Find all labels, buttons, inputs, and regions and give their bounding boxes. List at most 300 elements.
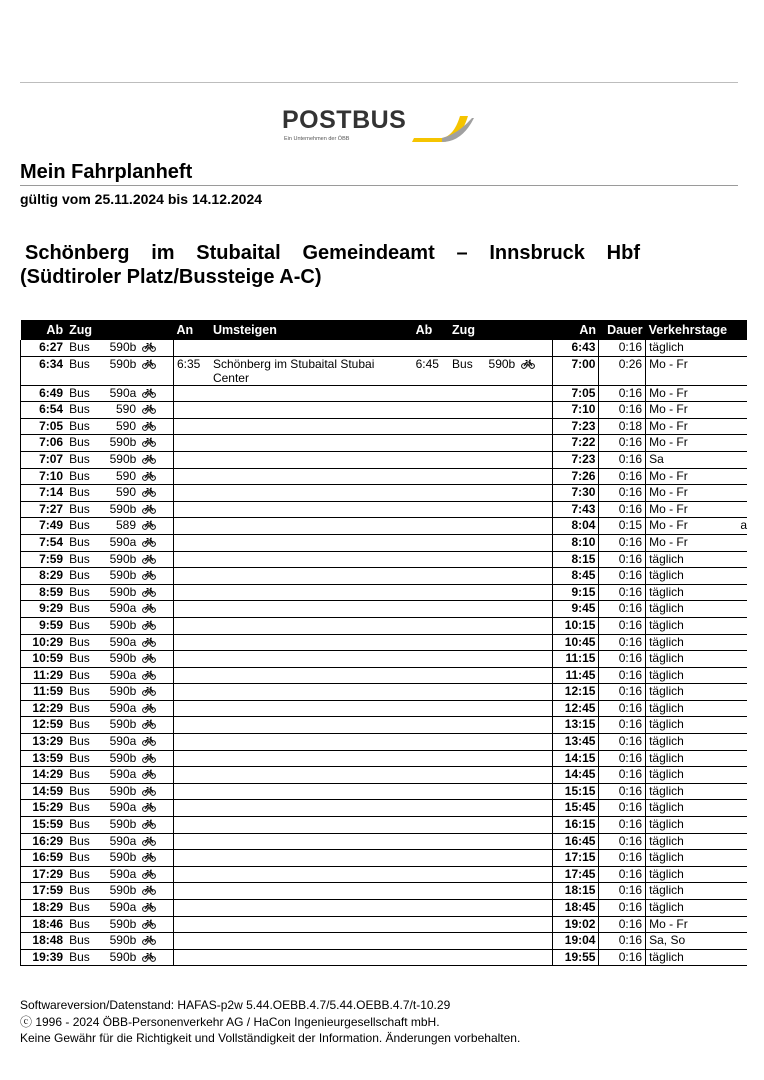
line-number: 590b — [109, 356, 137, 371]
timetable-row — [21, 750, 748, 767]
line-number: 590a — [109, 385, 137, 400]
transfer-line-number — [486, 402, 518, 419]
transfer-line-number — [486, 717, 518, 734]
operating-days — [646, 883, 747, 900]
transfer-departure — [413, 468, 449, 485]
transfer-line-number — [486, 584, 518, 601]
bicycle-icon — [139, 418, 173, 435]
transfer-arrival — [173, 568, 209, 585]
bicycle-icon — [139, 850, 173, 867]
transfer-bike-empty — [518, 883, 552, 900]
arrival-time: 7:23 — [552, 418, 599, 435]
departure-time: 13:59 — [21, 750, 67, 767]
transfer-stop — [210, 933, 413, 950]
transfer-line-number — [486, 817, 518, 834]
operating-days-label: täglich — [649, 883, 684, 898]
transfer-departure — [413, 717, 449, 734]
transfer-line-number — [486, 518, 518, 535]
departure-time: 7:27 — [21, 501, 67, 518]
timetable-row — [21, 418, 748, 435]
transfer-vehicle-type — [449, 601, 485, 618]
line-number: 590b — [109, 817, 137, 832]
operating-days — [646, 568, 747, 585]
transfer-bike-empty — [518, 435, 552, 452]
operating-days-label: täglich — [649, 900, 684, 914]
transfer-departure — [413, 700, 449, 717]
departure-time: 16:59 — [21, 850, 67, 867]
operating-days — [646, 933, 747, 950]
departure-time: 16:29 — [21, 833, 67, 850]
operating-days-label: täglich — [649, 601, 684, 616]
transfer-stop — [210, 568, 413, 585]
departure-time: 6:27 — [21, 340, 67, 356]
arrival-time: 17:15 — [552, 850, 599, 867]
bicycle-icon — [139, 866, 173, 883]
duration: 0:16 — [599, 883, 646, 900]
transfer-vehicle-type: Bus — [452, 356, 473, 371]
bicycle-icon — [139, 601, 173, 618]
operating-days-label: täglich — [649, 584, 684, 599]
transfer-arrival: 6:35 — [176, 356, 201, 371]
line-number: 590b — [109, 783, 137, 798]
vehicle-type: Bus — [69, 750, 90, 765]
vehicle-type: Bus — [69, 402, 90, 417]
operating-days-label: täglich — [649, 717, 684, 732]
transfer-stop — [210, 402, 413, 419]
duration: 0:16 — [599, 750, 646, 767]
transfer-stop — [210, 634, 413, 651]
arrival-time: 8:10 — [552, 534, 599, 551]
transfer-arrival — [173, 617, 209, 634]
transfer-departure — [413, 584, 449, 601]
transfer-stop — [210, 700, 413, 717]
transfer-stop — [210, 783, 413, 800]
operating-days — [646, 468, 747, 485]
duration: 0:16 — [599, 435, 646, 452]
transfer-stop — [210, 418, 413, 435]
duration: 0:16 — [599, 584, 646, 601]
transfer-stop — [210, 617, 413, 634]
duration: 0:16 — [599, 651, 646, 668]
bicycle-icon — [139, 385, 173, 402]
departure-time: 11:29 — [21, 667, 67, 684]
duration: 0:16 — [599, 385, 646, 402]
operating-days-label: täglich — [649, 783, 684, 798]
duration: 0:16 — [599, 501, 646, 518]
departure-time: 18:48 — [21, 933, 67, 950]
transfer-vehicle-type — [449, 551, 485, 568]
line-number: 590b — [109, 651, 137, 666]
transfer-bike-empty — [518, 634, 552, 651]
transfer-line-number — [486, 916, 518, 933]
bicycle-icon — [139, 800, 173, 817]
departure-time: 13:29 — [21, 734, 67, 751]
transfer-stop — [210, 501, 413, 518]
route-title — [20, 241, 640, 289]
departure-time: 9:29 — [21, 601, 67, 618]
transfer-stop — [210, 866, 413, 883]
timetable-row — [21, 817, 748, 834]
timetable-row — [21, 866, 748, 883]
transfer-stop — [210, 916, 413, 933]
transfer-arrival — [173, 933, 209, 950]
operating-days-label: Sa — [649, 451, 664, 466]
operating-days-label: Mo - Fr — [649, 402, 688, 417]
transfer-departure — [413, 916, 449, 933]
timetable-row — [21, 717, 748, 734]
line-number: 590a — [109, 734, 137, 749]
transfer-departure — [413, 734, 449, 751]
departure-time: 6:34 — [21, 356, 67, 385]
transfer-vehicle-type — [449, 717, 485, 734]
transfer-stop — [210, 485, 413, 502]
transfer-vehicle-type — [449, 485, 485, 502]
transfer-bike-empty — [518, 601, 552, 618]
transfer-bike-empty — [518, 340, 552, 356]
line-number: 590 — [116, 402, 137, 417]
transfer-line-number — [486, 900, 518, 917]
transfer-arrival — [173, 833, 209, 850]
vehicle-type: Bus — [69, 651, 90, 666]
transfer-line-number — [486, 617, 518, 634]
transfer-stop: Schönberg im Stubaital Stubai Center — [212, 356, 375, 385]
vehicle-type: Bus — [69, 734, 90, 749]
duration: 0:16 — [599, 340, 646, 356]
vehicle-type: Bus — [69, 568, 90, 583]
vehicle-type: Bus — [69, 501, 90, 516]
transfer-stop — [210, 850, 413, 867]
operating-days-label: Mo - Fr — [649, 385, 688, 400]
transfer-stop — [210, 833, 413, 850]
operating-days — [646, 750, 747, 767]
vehicle-type: Bus — [69, 601, 90, 616]
vehicle-type: Bus — [69, 485, 90, 500]
timetable-header — [21, 320, 748, 340]
timetable-row — [21, 783, 748, 800]
duration: 0:16 — [599, 617, 646, 634]
operating-days-label: täglich — [649, 651, 684, 666]
departure-time: 18:46 — [21, 916, 67, 933]
transfer-bike-empty — [518, 534, 552, 551]
duration: 0:26 — [599, 356, 646, 385]
transfer-bike-empty — [518, 817, 552, 834]
bicycle-icon — [139, 617, 173, 634]
arrival-time: 7:26 — [552, 468, 599, 485]
transfer-stop — [210, 900, 413, 917]
arrival-time: 17:45 — [552, 866, 599, 883]
operating-days — [646, 684, 747, 701]
timetable-row — [21, 800, 748, 817]
vehicle-type: Bus — [69, 534, 90, 549]
vehicle-type: Bus — [69, 850, 90, 865]
arrival-time: 7:10 — [552, 402, 599, 419]
departure-time: 7:05 — [21, 418, 67, 435]
transfer-departure — [413, 850, 449, 867]
operating-days — [646, 418, 747, 435]
transfer-departure — [413, 651, 449, 668]
transfer-bike-empty — [518, 933, 552, 950]
col-an-final: An — [552, 320, 599, 340]
brand-tagline: Ein Unternehmen der ÖBB — [284, 136, 350, 142]
route-line-2: (Südtiroler Platz/Bussteige A-C) — [20, 266, 322, 288]
timetable-row — [21, 833, 748, 850]
operating-days-label: Sa, So — [649, 933, 686, 948]
bicycle-icon — [139, 767, 173, 784]
transfer-line-number — [486, 568, 518, 585]
duration: 0:16 — [599, 850, 646, 867]
line-number: 590a — [109, 534, 137, 549]
transfer-line-number — [486, 750, 518, 767]
transfer-departure — [413, 601, 449, 618]
transfer-vehicle-type — [449, 933, 485, 950]
transfer-stop — [210, 800, 413, 817]
col-umsteigen: Umsteigen — [210, 320, 413, 340]
duration: 0:16 — [599, 700, 646, 717]
transfer-departure — [413, 534, 449, 551]
transfer-bike-empty — [518, 651, 552, 668]
transfer-arrival — [173, 717, 209, 734]
operating-days-label: täglich — [649, 667, 684, 682]
bicycle-icon — [139, 551, 173, 568]
arrival-time: 18:45 — [552, 900, 599, 917]
duration: 0:16 — [599, 568, 646, 585]
duration: 0:16 — [599, 949, 646, 966]
operating-days — [646, 667, 747, 684]
transfer-arrival — [173, 485, 209, 502]
transfer-bike-empty — [518, 717, 552, 734]
timetable-row — [21, 451, 748, 468]
timetable-row — [21, 916, 748, 933]
departure-time: 6:49 — [21, 385, 67, 402]
timetable-row — [21, 568, 748, 585]
transfer-bike-empty — [518, 551, 552, 568]
line-number: 590a — [109, 900, 137, 914]
line-number: 590a — [109, 866, 137, 881]
transfer-bike-empty — [518, 700, 552, 717]
vehicle-type: Bus — [69, 584, 90, 599]
arrival-time: 12:45 — [552, 700, 599, 717]
transfer-departure — [413, 800, 449, 817]
operating-days — [646, 734, 747, 751]
timetable-row — [21, 534, 748, 551]
transfer-vehicle-type — [449, 767, 485, 784]
arrival-time: 10:15 — [552, 617, 599, 634]
vehicle-type: Bus — [69, 900, 90, 914]
col-ab-transfer: Ab — [413, 320, 449, 340]
timetable-row — [21, 356, 748, 385]
operating-days — [646, 783, 747, 800]
transfer-stop — [210, 949, 413, 966]
line-number: 590a — [109, 700, 137, 715]
bicycle-icon — [139, 485, 173, 502]
transfer-arrival — [173, 501, 209, 518]
transfer-departure — [413, 501, 449, 518]
transfer-departure — [413, 684, 449, 701]
timetable-row — [21, 734, 748, 751]
transfer-departure — [413, 833, 449, 850]
departure-time: 7:07 — [21, 451, 67, 468]
departure-time: 8:29 — [21, 568, 67, 585]
transfer-bike-empty — [518, 451, 552, 468]
arrival-time: 15:45 — [552, 800, 599, 817]
footer — [20, 997, 520, 1047]
operating-days-label: täglich — [649, 340, 684, 354]
operating-days-label: täglich — [649, 568, 684, 583]
transfer-stop — [210, 717, 413, 734]
operating-days-label: täglich — [649, 833, 684, 848]
col-zug: Zug — [66, 320, 173, 340]
operating-days-label: Mo - Fr — [649, 916, 688, 931]
transfer-vehicle-type — [449, 418, 485, 435]
vehicle-type: Bus — [69, 518, 90, 533]
operating-days-label: täglich — [649, 866, 684, 881]
transfer-line-number — [486, 451, 518, 468]
timetable — [20, 320, 747, 966]
arrival-time: 7:22 — [552, 435, 599, 452]
line-number: 590b — [109, 883, 137, 898]
bicycle-icon — [139, 534, 173, 551]
operating-days-label: täglich — [649, 617, 684, 632]
transfer-vehicle-type — [449, 468, 485, 485]
transfer-bike-empty — [518, 866, 552, 883]
departure-time: 17:59 — [21, 883, 67, 900]
transfer-vehicle-type — [449, 900, 485, 917]
bicycle-icon — [139, 501, 173, 518]
transfer-stop — [210, 468, 413, 485]
vehicle-type: Bus — [69, 817, 90, 832]
transfer-departure — [413, 518, 449, 535]
operating-days-label: Mo - Fr — [649, 518, 688, 533]
bicycle-icon — [139, 750, 173, 767]
transfer-vehicle-type — [449, 651, 485, 668]
transfer-stop — [210, 534, 413, 551]
bicycle-icon — [139, 468, 173, 485]
transfer-line-number — [486, 501, 518, 518]
duration: 0:15 — [599, 518, 646, 535]
col-zug-transfer: Zug — [449, 320, 552, 340]
transfer-bike-empty — [518, 501, 552, 518]
operating-days — [646, 651, 747, 668]
transfer-line-number — [486, 700, 518, 717]
vehicle-type: Bus — [69, 800, 90, 815]
timetable-row — [21, 485, 748, 502]
operating-days — [646, 617, 747, 634]
vehicle-type: Bus — [69, 418, 90, 433]
duration: 0:16 — [599, 933, 646, 950]
footer-version: Softwareversion/Datenstand: HAFAS-p2w 5.44.OEBB.4.7/5.44.OEBB.4.7/t-10.29 — [20, 998, 451, 1012]
timetable-row — [21, 518, 748, 535]
transfer-arrival — [173, 340, 209, 356]
timetable-row — [21, 402, 748, 419]
transfer-vehicle-type — [449, 883, 485, 900]
arrival-time: 19:55 — [552, 949, 599, 966]
operating-days — [646, 700, 747, 717]
transfer-vehicle-type — [449, 817, 485, 834]
duration: 0:16 — [599, 634, 646, 651]
line-number: 590a — [109, 833, 137, 848]
transfer-arrival — [173, 900, 209, 917]
departure-time: 6:54 — [21, 402, 67, 419]
timetable-row — [21, 767, 748, 784]
transfer-line-number — [486, 651, 518, 668]
line-number: 590b — [109, 850, 137, 865]
operating-days — [646, 435, 747, 452]
transfer-bike-empty — [518, 667, 552, 684]
bicycle-icon — [139, 634, 173, 651]
transfer-stop — [210, 883, 413, 900]
operating-days — [646, 402, 747, 419]
timetable-row — [21, 850, 748, 867]
departure-time: 10:29 — [21, 634, 67, 651]
line-number: 590b — [109, 340, 137, 354]
transfer-arrival — [173, 684, 209, 701]
transfer-departure — [413, 900, 449, 917]
departure-time: 15:29 — [21, 800, 67, 817]
duration: 0:16 — [599, 468, 646, 485]
transfer-bike-empty — [518, 900, 552, 917]
departure-time: 11:59 — [21, 684, 67, 701]
col-ab: Ab — [21, 320, 67, 340]
bicycle-icon — [139, 402, 173, 419]
arrival-time: 13:15 — [552, 717, 599, 734]
transfer-line-number — [486, 767, 518, 784]
top-divider — [20, 82, 738, 83]
duration: 0:16 — [599, 916, 646, 933]
vehicle-type: Bus — [69, 435, 90, 450]
timetable-row — [21, 949, 748, 966]
operating-days-label: Mo - Fr — [649, 435, 688, 450]
arrival-time: 8:04 — [552, 518, 599, 535]
bicycle-icon — [139, 916, 173, 933]
transfer-departure — [413, 866, 449, 883]
transfer-vehicle-type — [449, 534, 485, 551]
arrival-time: 8:15 — [552, 551, 599, 568]
transfer-line-number — [486, 340, 518, 356]
duration: 0:16 — [599, 684, 646, 701]
departure-time: 12:29 — [21, 700, 67, 717]
transfer-bike-empty — [518, 916, 552, 933]
bicycle-icon — [139, 949, 173, 966]
transfer-arrival — [173, 667, 209, 684]
transfer-line-number — [486, 684, 518, 701]
transfer-line-number — [486, 949, 518, 966]
transfer-arrival — [173, 518, 209, 535]
vehicle-type: Bus — [69, 717, 90, 732]
transfer-vehicle-type — [449, 501, 485, 518]
transfer-vehicle-type — [449, 568, 485, 585]
validity-period: gültig vom 25.11.2024 bis 14.12.2024 — [20, 191, 263, 207]
bicycle-icon — [139, 518, 173, 535]
arrival-time: 7:00 — [552, 356, 599, 385]
transfer-departure — [413, 767, 449, 784]
departure-time: 18:29 — [21, 900, 67, 917]
timetable-row — [21, 617, 748, 634]
bicycle-icon — [139, 717, 173, 734]
transfer-vehicle-type — [449, 584, 485, 601]
transfer-arrival — [173, 534, 209, 551]
duration: 0:16 — [599, 800, 646, 817]
transfer-arrival — [173, 850, 209, 867]
line-number: 590 — [116, 468, 137, 483]
transfer-line-number — [486, 933, 518, 950]
line-number: 590b — [109, 916, 137, 931]
transfer-arrival — [173, 916, 209, 933]
col-an: An — [173, 320, 209, 340]
transfer-bike-empty — [518, 568, 552, 585]
transfer-vehicle-type — [449, 833, 485, 850]
departure-time: 7:10 — [21, 468, 67, 485]
arrival-time: 9:45 — [552, 601, 599, 618]
